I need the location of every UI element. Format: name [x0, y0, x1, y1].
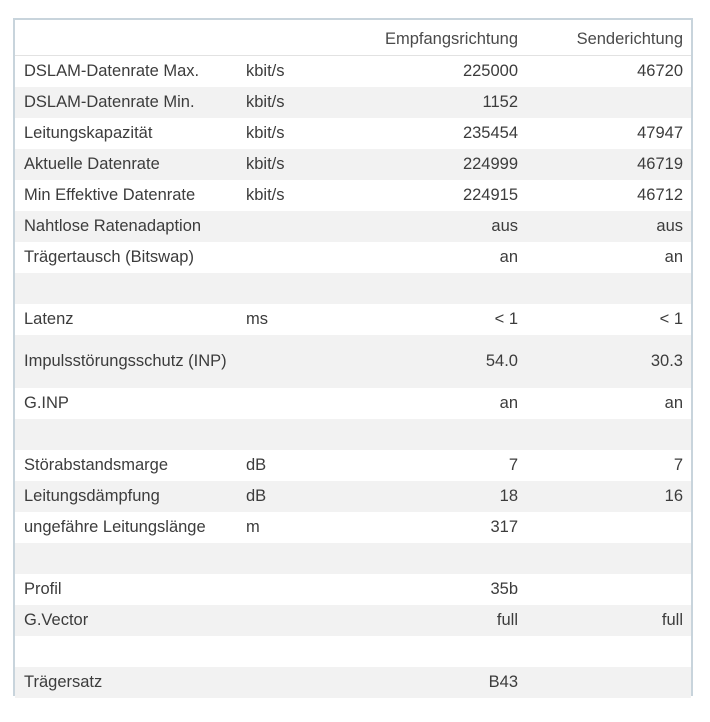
row-rx-value: 54.0	[374, 335, 526, 388]
row-unit	[244, 211, 374, 242]
row-label: Impulsstörungsschutz (INP)	[15, 335, 244, 388]
row-tx-value: 16	[526, 481, 691, 512]
row-unit	[244, 419, 374, 450]
row-tx-value	[526, 543, 691, 574]
header-rx: Empfangsrichtung	[385, 30, 518, 48]
row-unit: kbit/s	[246, 186, 285, 204]
row-label: Nahtlose Ratenadaption	[15, 211, 244, 242]
row-unit: dB	[244, 481, 374, 512]
row-tx-value: an	[664, 394, 683, 412]
row-label: Profil	[24, 580, 62, 598]
row-label	[15, 543, 244, 574]
row-rx-value: 35b	[490, 580, 518, 598]
row-rx-value	[374, 273, 526, 304]
row-unit	[244, 574, 374, 605]
row-label: Leitungsdämpfung	[15, 481, 244, 512]
row-tx-value	[526, 667, 691, 698]
row-unit: kbit/s	[246, 62, 285, 80]
row-unit	[244, 636, 374, 667]
table-row	[15, 273, 691, 304]
row-rx-value: 1152	[374, 87, 526, 118]
row-tx-value: 47947	[637, 124, 683, 142]
row-rx-value: full	[374, 605, 526, 636]
row-rx-value	[374, 419, 526, 450]
table-row	[15, 211, 691, 242]
row-rx-value: < 1	[494, 310, 518, 328]
row-label: ungefähre Leitungslänge	[24, 518, 206, 536]
row-rx-value: aus	[374, 211, 526, 242]
table-row	[15, 388, 691, 419]
table-row	[15, 543, 691, 574]
row-unit	[244, 667, 374, 698]
row-tx-value: 46719	[526, 149, 691, 180]
table-row	[15, 118, 691, 149]
row-unit: kbit/s	[246, 124, 285, 142]
row-tx-value: full	[526, 605, 691, 636]
table-row	[15, 574, 691, 605]
table-row	[15, 56, 691, 88]
row-unit	[244, 543, 374, 574]
table-row	[15, 180, 691, 211]
row-rx-value: 7	[508, 456, 518, 474]
table-row	[15, 335, 691, 388]
header-tx: Senderichtung	[576, 30, 683, 48]
row-unit	[244, 273, 374, 304]
row-unit: dB	[246, 456, 267, 474]
table-row	[15, 242, 691, 273]
row-label: Trägertausch (Bitswap)	[24, 248, 194, 266]
row-rx-value: 224999	[374, 149, 526, 180]
row-unit	[244, 335, 374, 388]
row-label: Min Effektive Datenrate	[24, 186, 196, 204]
row-label	[15, 419, 244, 450]
table-row	[15, 87, 691, 118]
row-rx-value: 235454	[462, 124, 518, 142]
row-label: G.Vector	[15, 605, 244, 636]
row-unit	[244, 388, 374, 419]
table-row	[15, 304, 691, 335]
table-row	[15, 667, 691, 698]
dsl-info-table	[15, 20, 691, 698]
row-tx-value	[526, 636, 691, 667]
row-tx-value: 30.3	[526, 335, 691, 388]
row-unit: ms	[246, 310, 268, 328]
row-label: DSLAM-Datenrate Min.	[15, 87, 244, 118]
table-header-row	[15, 20, 691, 56]
table-row	[15, 450, 691, 481]
row-tx-value	[526, 419, 691, 450]
row-unit: kbit/s	[244, 87, 374, 118]
row-tx-value: aus	[526, 211, 691, 242]
row-label: DSLAM-Datenrate Max.	[24, 62, 200, 80]
table-body	[15, 56, 691, 699]
table-row	[15, 149, 691, 180]
row-unit	[244, 605, 374, 636]
row-rx-value	[374, 543, 526, 574]
row-label: Leitungskapazität	[24, 124, 153, 142]
row-unit: kbit/s	[244, 149, 374, 180]
row-rx-value: an	[499, 248, 518, 266]
row-rx-value: an	[499, 394, 518, 412]
row-rx-value: B43	[374, 667, 526, 698]
table-row	[15, 636, 691, 667]
row-label: Trägersatz	[15, 667, 244, 698]
row-tx-value	[526, 574, 691, 605]
row-tx-value: 46712	[637, 186, 683, 204]
row-unit	[244, 242, 374, 273]
row-label: Latenz	[24, 310, 74, 328]
row-label: Aktuelle Datenrate	[15, 149, 244, 180]
table-row	[15, 605, 691, 636]
row-label: G.INP	[24, 394, 69, 412]
row-unit: m	[246, 518, 260, 536]
row-tx-value: 46720	[637, 62, 683, 80]
header-unit-col	[244, 20, 374, 56]
row-rx-value: 225000	[462, 62, 518, 80]
table-row	[15, 419, 691, 450]
row-rx-value: 317	[490, 518, 518, 536]
dsl-overview-panel	[13, 18, 693, 696]
table-row	[15, 512, 691, 543]
table-row	[15, 481, 691, 512]
row-rx-value	[374, 636, 526, 667]
row-rx-value: 224915	[462, 186, 518, 204]
row-label: Störabstandsmarge	[24, 456, 168, 474]
header-label-col	[15, 20, 244, 56]
row-tx-value: < 1	[659, 310, 683, 328]
row-tx-value	[526, 87, 691, 118]
row-label	[15, 273, 244, 304]
row-tx-value	[526, 273, 691, 304]
row-tx-value: 7	[673, 456, 683, 474]
row-label	[15, 636, 244, 667]
row-tx-value: an	[664, 248, 683, 266]
row-rx-value: 18	[374, 481, 526, 512]
row-tx-value	[526, 512, 691, 543]
